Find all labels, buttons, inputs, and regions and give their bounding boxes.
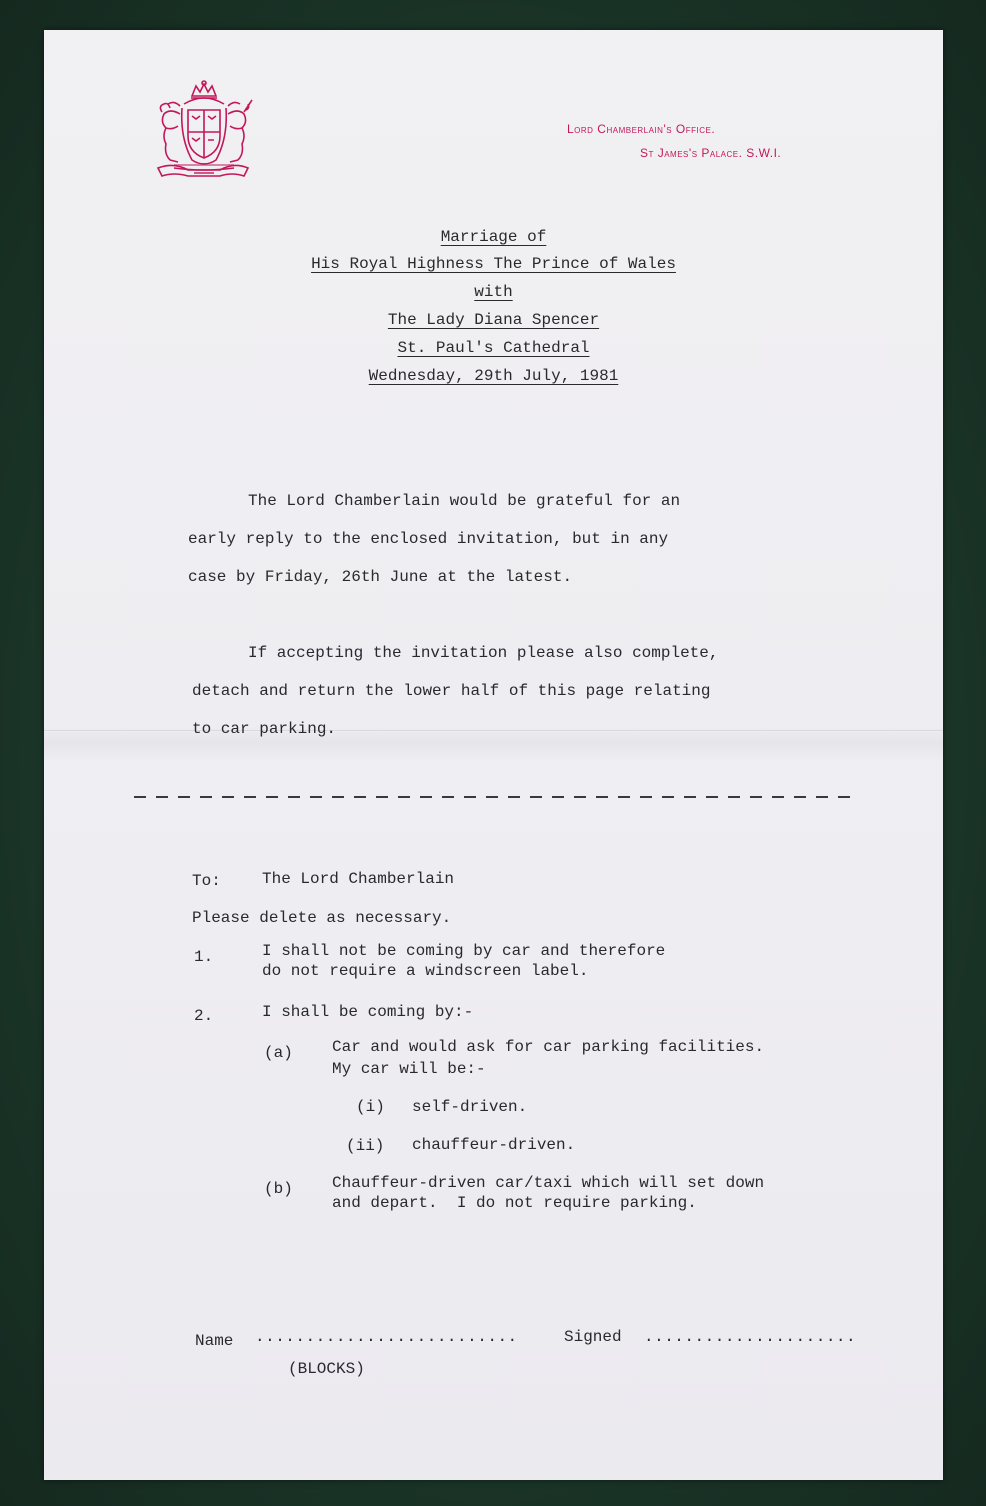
letterhead-office: Lord Chamberlain's Office. — [567, 122, 716, 136]
option-2a-i-text: self-driven. — [412, 1098, 528, 1116]
paragraph-reply-line-1: The Lord Chamberlain would be grateful for an — [248, 492, 681, 510]
option-2a-ii-label: (ii) — [346, 1137, 385, 1155]
option-1-number: 1. — [194, 948, 214, 966]
paragraph-reply-line-3: case by Friday, 26th June at the latest. — [188, 568, 573, 586]
name-field[interactable]: .......................... — [255, 1328, 518, 1346]
paragraph-parking-line-1: If accepting the invitation please also complete, — [248, 644, 719, 662]
option-1-line-2: do not require a windscreen label. — [262, 962, 589, 980]
paragraph-parking-line-3: to car parking. — [192, 720, 337, 738]
heading-date: Wednesday, 29th July, 1981 — [368, 367, 619, 385]
heading-with: with — [474, 283, 513, 301]
option-2a-label: (a) — [264, 1044, 293, 1062]
letterhead-address: St James's Palace. S.W.I. — [640, 146, 782, 160]
option-2a-line-2: My car will be:- — [332, 1060, 486, 1078]
heading-bride: The Lady Diana Spencer — [387, 311, 600, 329]
option-2a-line-1: Car and would ask for car parking facilities. — [332, 1038, 765, 1056]
signed-label: Signed — [564, 1328, 622, 1346]
option-2-number: 2. — [194, 1007, 214, 1025]
name-label: Name — [195, 1332, 234, 1350]
option-2b-line-2: and depart. I do not require parking. — [332, 1194, 697, 1212]
signature-field[interactable]: ..................... — [644, 1328, 857, 1346]
heading-venue: St. Paul's Cathedral — [397, 339, 590, 357]
option-2-text: I shall be coming by:- — [262, 1003, 474, 1021]
option-1-line-1: I shall not be coming by car and therefore — [262, 942, 666, 960]
blocks-note: (BLOCKS) — [288, 1360, 365, 1378]
detach-line — [134, 796, 854, 798]
option-2b-label: (b) — [264, 1180, 293, 1198]
letter-sheet — [44, 30, 943, 1480]
royal-coat-of-arms-icon — [144, 78, 260, 182]
option-2a-ii-text: chauffeur-driven. — [412, 1136, 576, 1154]
option-2b-line-1: Chauffeur-driven car/taxi which will set down — [332, 1174, 765, 1192]
heading-marriage-of: Marriage of — [440, 228, 547, 246]
option-2a-i-label: (i) — [356, 1098, 385, 1116]
form-to-label: To: — [192, 872, 221, 890]
form-to-value: The Lord Chamberlain — [262, 870, 455, 888]
paper-fold — [44, 730, 943, 732]
paragraph-reply-line-2: early reply to the enclosed invitation, but in any — [188, 530, 669, 548]
heading-groom: His Royal Highness The Prince of Wales — [311, 255, 676, 273]
form-instruction: Please delete as necessary. — [192, 909, 452, 927]
paragraph-parking-line-2: detach and return the lower half of this page relating — [192, 682, 711, 700]
